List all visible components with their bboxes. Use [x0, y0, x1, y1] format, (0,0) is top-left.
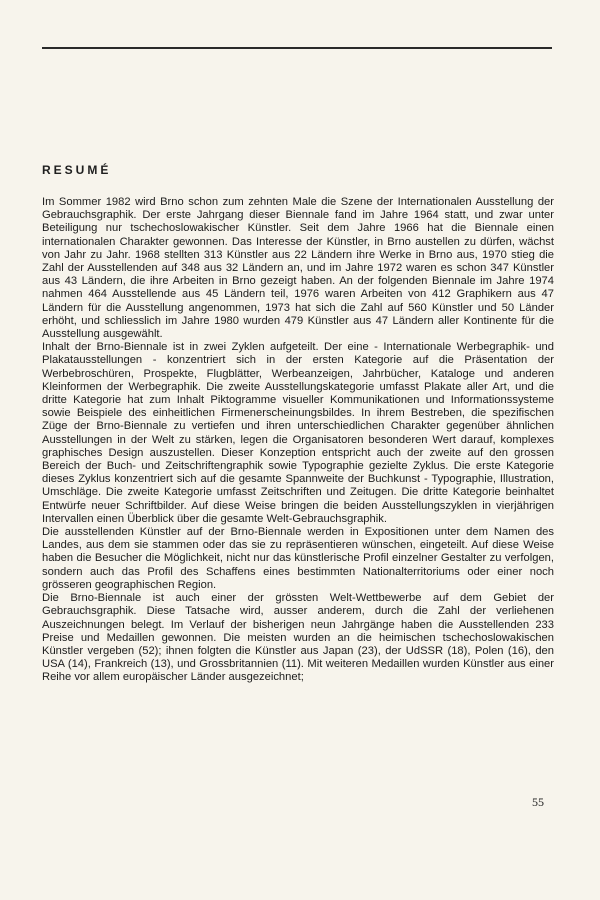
- section-heading: RESUMÉ: [42, 163, 112, 177]
- paragraph: Im Sommer 1982 wird Brno schon zum zehnten Male die Szene der Internationalen Ausstellung der Gebrauchsgraphik. Der erste Jahrgang dieser Biennale fand im Jahre 1964 statt, und zwar unter Beteiligung nur tschechoslowakischer Künstler. Seit dem Jahre 1966 hat die Biennale einen internationalen Charakter gewonnen. Das Interesse der Künstler, in Brno austellen zu dürfen, wächst von Jahr zu Jahr. 1968 stellten 313 Künstler aus 22 Ländern ihre Werke in Brno aus, 1970 stieg die Zahl der Ausstellenden auf 348 aus 32 Ländern an, und im Jahre 1972 waren es schon 347 Künstler aus 43 Ländern, die ihre Arbeiten in Brno gezeigt haben. An der folgenden Biennale im Jahre 1974 nahmen 464 Ausstellende aus 45 Ländern teil, 1976 waren Arbeiten von 412 Graphikern aus 47 Ländern für die Ausstellung angenommen, 1973 hat sich die Zahl auf 560 Künstler und 50 Länder erhöht, und schliesslich im Jahre 1980 wurden 479 Künstler aus 47 Ländern aller Kontinente für die Ausstellung ausgewählt.: [42, 196, 554, 341]
- top-rule: [42, 47, 552, 49]
- bleed-through-text: [140, 60, 560, 180]
- paragraph: Inhalt der Brno-Biennale ist in zwei Zyklen aufgeteilt. Der eine - Internationale Werbegraphik- und Plakatausstellungen - konzentriert sich in der ersten Kategorie auf die Präsentation der Werbebroschüren, Prospekte, Flugblätter, Werbeanzeigen, Jahrbücher, Kataloge und anderen Kleinformen der Werbegraphik. Die zweite Ausstellungskategorie umfasst Plakate aller Art, und die dritte Kategorie hat zum Inhalt Piktogramme visueller Kommunikationen und Informationssysteme sowie Beispiele des einheitlichen Firmenerscheinungsbildes. In ihrem Bestreben, die spezifischen Züge der Brno-Biennale zu vertiefen und ihren unterschiedlichen Charakter gegenüber ähnlichen Ausstellungen in der Welt zu stärken, legen die Organisatoren besonderen Wert darauf, komplexes graphisches Design auszustellen. Dieser Konzeption entspricht auch der zweite auf den grossen Bereich der Buch- und Zeitschriftengraphik sowie Typographie gezielte Zyklus. Die erste Kategorie dieses Zyklus konzentriert sich auf die gesamte Spannweite der Buchkunst - Typographie, Illustration, Umschläge. Die zweite Kategorie umfasst Zeitschriften und Zeitugen. Die dritte Kategorie beinhaltet Entwürfe neuer Schriftbilder. Auf diese Weise bringen die beiden Ausstellungszyklen in vierjährigen Intervallen einen Überblick über die gesamte Welt-Gebrauchsgraphik.: [42, 341, 554, 525]
- paragraph: Die ausstellenden Künstler auf der Brno-Biennale werden in Expositionen unter dem Namen des Landes, aus dem sie stammen oder das sie zu repräsentieren wünschen, eingeteilt. Auf diese Weise haben die Besucher die Möglichkeit, nicht nur das künstlerische Profil einzelner Gestalter zu verfolgen, sondern auch das Profil des Schaffens eines bestimmten Nationalterritoriums oder einer noch grösseren geographischen Region.: [42, 526, 554, 591]
- body-text: [42, 196, 554, 685]
- paragraph: Die Brno-Biennale ist auch einer der grössten Welt-Wettbewerbe auf dem Gebiet der Gebrauchsgraphik. Diese Tatsache wird, ausser anderem, durch die Zahl der verliehenen Auszeichnungen belegt. Im Verlauf der bisherigen neun Jahrgänge haben die Ausstellenden 233 Preise und Medaillen gewonnen. Die meisten wurden an die heimischen tschechoslowakischen Künstler vergeben (52); ihnen folgten die Künstler aus Japan (23), der UdSSR (18), Polen (16), den USA (14), Frankreich (13), und Grossbritannien (11). Mit weiteren Medaillen wurden Künstler aus einer Reihe vor allem europäischer Länder ausgezeichnet;: [42, 592, 554, 684]
- page-number: 55: [532, 795, 544, 809]
